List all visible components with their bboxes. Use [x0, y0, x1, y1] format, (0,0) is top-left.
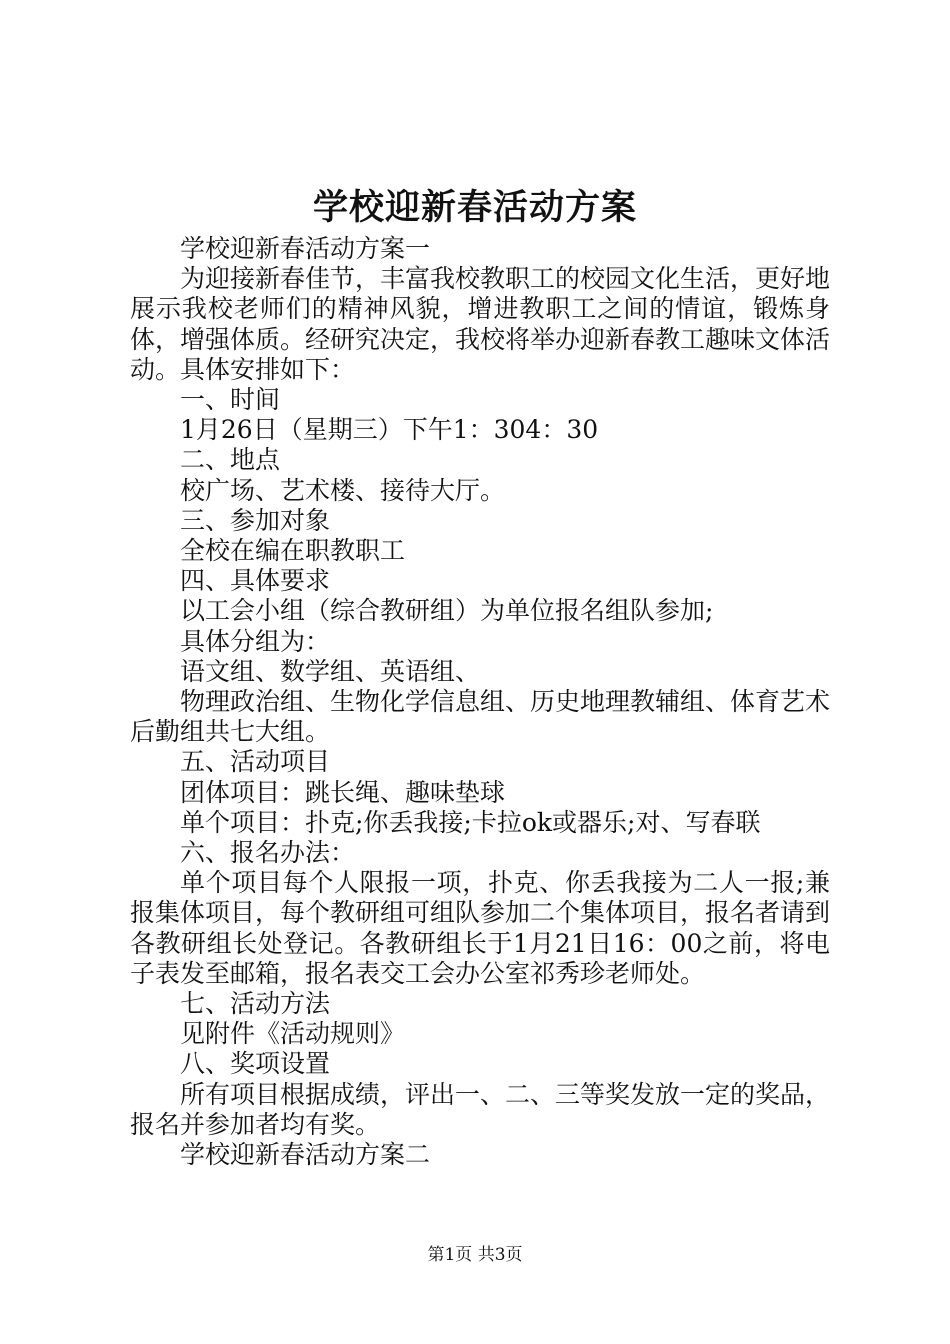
grouping-list-2: 物理政治组、生物化学信息组、历史地理教辅组、体育艺术后勤组共七大组。 — [130, 687, 831, 747]
location-detail: 校广场、艺术楼、接待大厅。 — [180, 475, 506, 505]
section-heading-events: 五、活动项目 — [180, 747, 331, 777]
section-heading-plan-two: 学校迎新春活动方案二 — [180, 1140, 431, 1170]
method-detail: 见附件《活动规则》 — [180, 1019, 406, 1049]
section-heading-time: 一、时间 — [180, 385, 281, 415]
section-heading-method: 七、活动方法 — [180, 989, 331, 1019]
section-heading-plan-one: 学校迎新春活动方案一 — [180, 234, 431, 263]
participants-detail: 全校在编在职教职工 — [180, 536, 406, 566]
registration-detail: 单个项目每个人限报一项，扑克、你丢我接为二人一报;兼报集体项目，每个教研组可组队参加二个集体项目，报名者请到各教研组长处登记。各教研组长于1月21日16：00之前，将电子表发至邮箱，报名表交工会办公室祁秀珍老师处。 — [130, 868, 831, 988]
section-heading-participants: 三、参加对象 — [180, 505, 331, 535]
individual-events: 单个项目：扑克;你丢我接;卡拉ok或器乐;对、写春联 — [180, 807, 761, 837]
time-detail: 1月26日（星期三）下午1：304：30 — [180, 415, 599, 445]
grouping-list-1: 语文组、数学组、英语组、 — [180, 656, 481, 686]
page-footer: 第1页 共3页 — [427, 1245, 523, 1265]
section-heading-location: 二、地点 — [180, 445, 281, 475]
section-heading-registration: 六、报名办法： — [180, 838, 356, 868]
intro-paragraph: 为迎接新春佳节，丰富我校教职工的校园文化生活，更好地展示我校老师们的精神风貌，增进教职工之间的情谊，锻炼身体，增强体质。经研究决定，我校将举办迎新春教工趣味文体活动。具体安排如下： — [130, 264, 831, 384]
document-title: 学校迎新春活动方案 — [312, 187, 637, 228]
section-heading-awards: 八、奖项设置 — [180, 1049, 331, 1079]
requirements-detail: 以工会小组（综合教研组）为单位报名组队参加; — [180, 596, 714, 626]
team-events: 团体项目：跳长绳、趣味垫球 — [180, 777, 506, 807]
document-body — [130, 234, 830, 1170]
section-heading-requirements: 四、具体要求 — [180, 566, 331, 596]
grouping-label: 具体分组为： — [180, 626, 331, 656]
awards-detail: 所有项目根据成绩，评出一、二、三等奖发放一定的奖品，报名并参加者均有奖。 — [130, 1079, 831, 1139]
